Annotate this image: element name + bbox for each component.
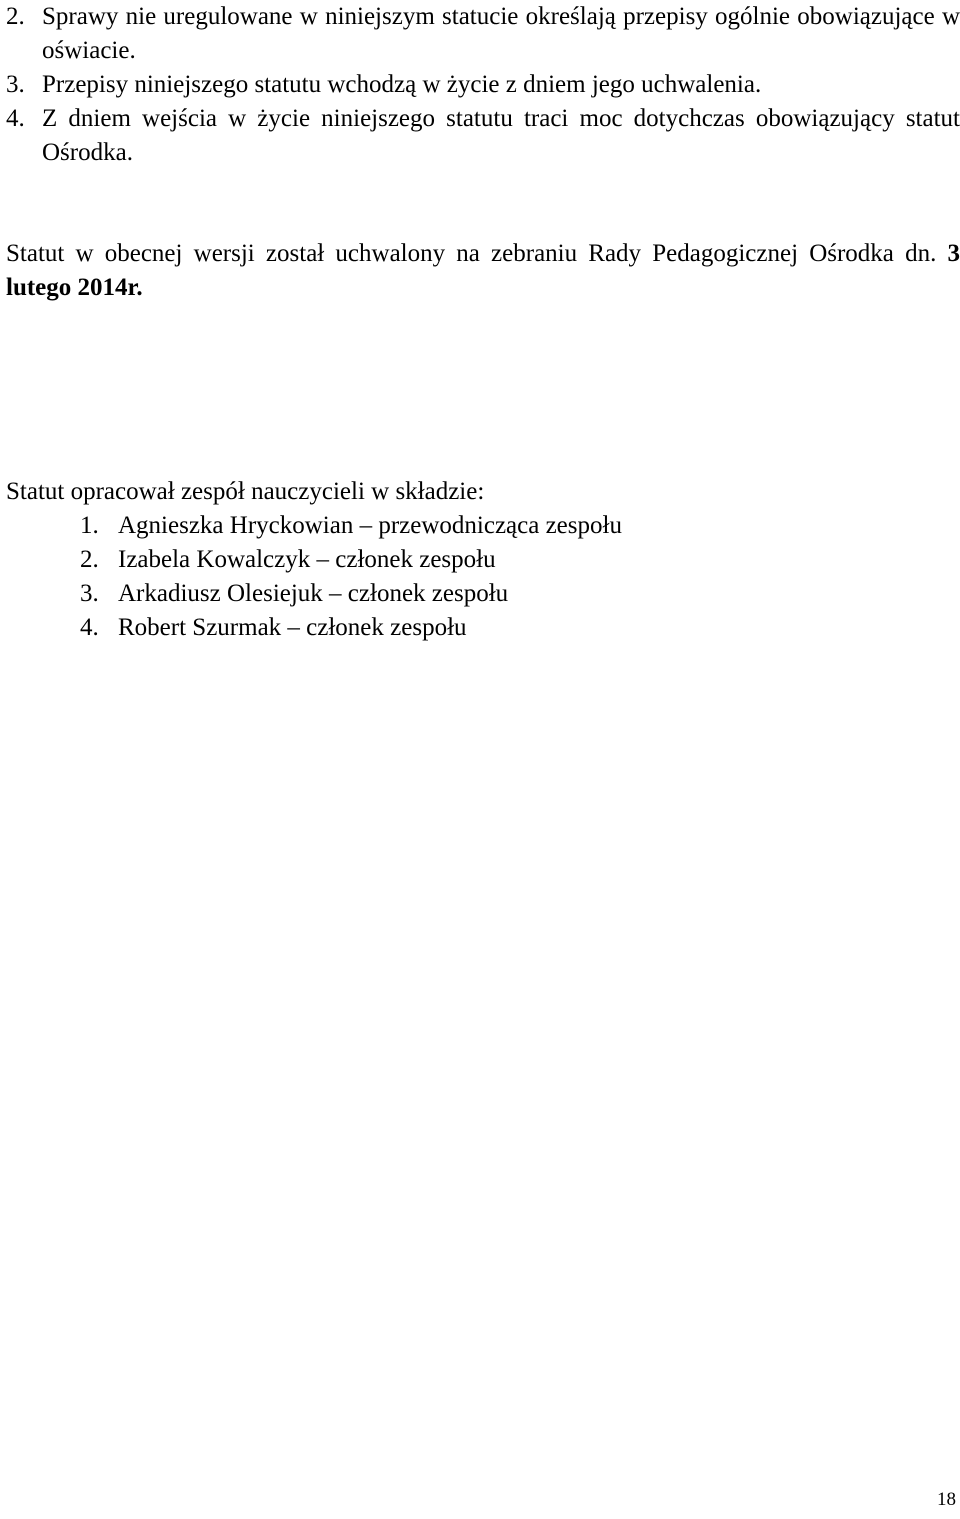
list-item-number: 2. [80, 546, 99, 573]
adoption-paragraph [6, 237, 960, 305]
provisions-list [6, 0, 960, 170]
list-item [6, 68, 960, 102]
list-item-number: 1. [80, 512, 99, 539]
list-item-text: Z dniem wejścia w życie niniejszego statutu traci moc dotychczas obowiązujący statut Ośrodka. [42, 105, 960, 166]
list-item [6, 0, 960, 68]
list-item [80, 543, 622, 577]
list-item [80, 509, 622, 543]
list-item-text: Izabela Kowalczyk – członek zespołu [118, 546, 496, 573]
list-item-number: 2. [6, 3, 25, 30]
team-members-list [80, 509, 622, 645]
list-item-number: 3. [80, 580, 99, 607]
list-item [6, 102, 960, 170]
list-item-text: Przepisy niniejszego statutu wchodzą w życie z dniem jego uchwalenia. [42, 71, 762, 98]
list-item-number: 3. [6, 71, 25, 98]
list-item-text: Robert Szurmak – członek zespołu [118, 614, 467, 641]
page-number: 18 [937, 1489, 956, 1510]
list-item [80, 611, 622, 645]
list-item-number: 4. [80, 614, 99, 641]
adoption-date: 3 lutego 2014r. [6, 240, 960, 301]
adoption-text: Statut w obecnej wersji został uchwalony na zebraniu Rady Pedagogicznej Ośrodka dn. [6, 240, 948, 267]
list-item [80, 577, 622, 611]
list-item-number: 4. [6, 105, 25, 132]
team-heading: Statut opracował zespół nauczycieli w składzie: [6, 478, 485, 505]
list-item-text: Agnieszka Hryckowian – przewodnicząca zespołu [118, 512, 622, 539]
list-item-text: Sprawy nie uregulowane w niniejszym statucie określają przepisy ogólnie obowiązujące w oświacie. [42, 3, 960, 64]
list-item-text: Arkadiusz Olesiejuk – członek zespołu [118, 580, 509, 607]
